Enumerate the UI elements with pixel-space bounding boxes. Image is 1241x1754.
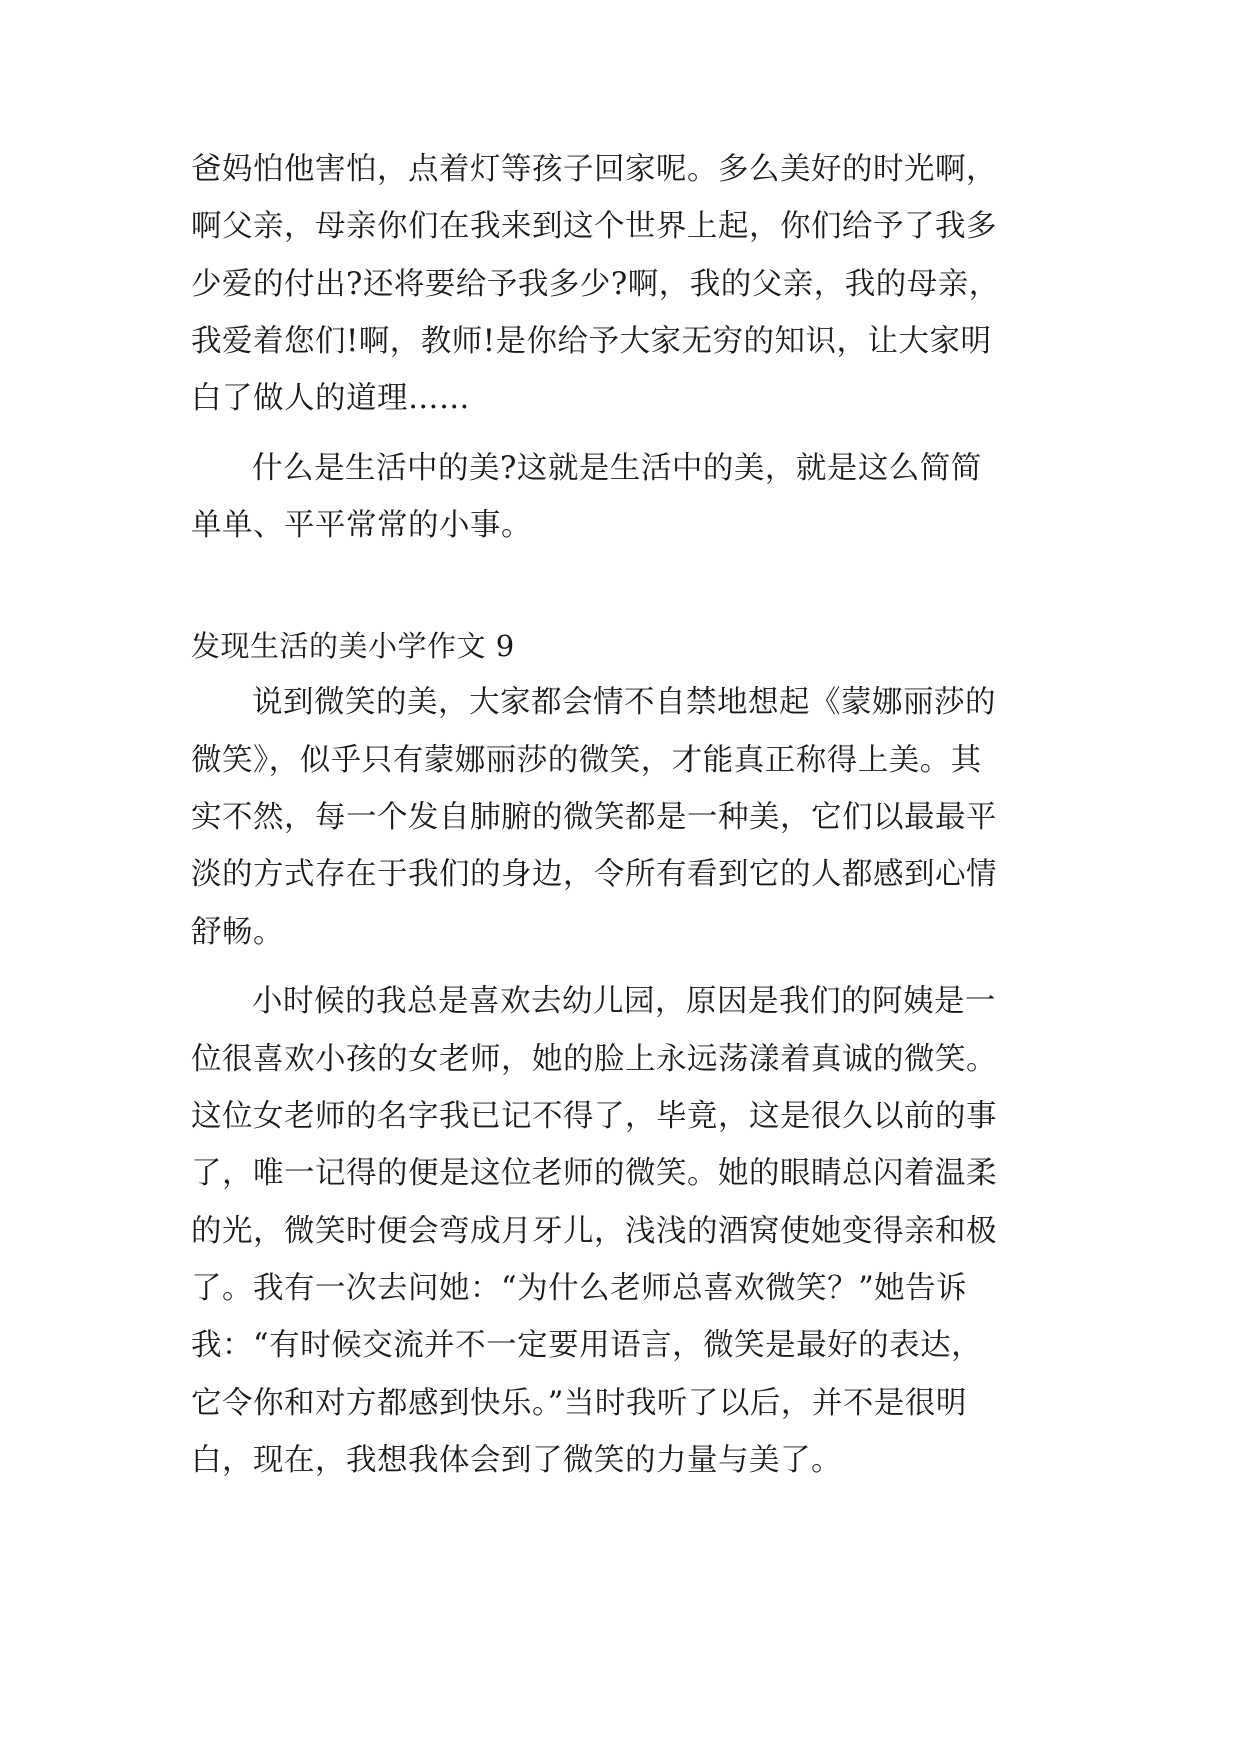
- text-line: 了。我有一次去问她：“为什么老师总喜欢微笑？”她告诉: [191, 1271, 968, 1306]
- text-line: 单单、平平常常的小事。: [191, 508, 532, 543]
- text-line: 淡的方式存在于我们的身边，令所有看到它的人都感到心情: [191, 857, 997, 892]
- text-line: 小时候的我总是喜欢去幼儿园，原因是我们的阿姨是一: [252, 984, 996, 1019]
- text-line: 了，唯一记得的便是这位老师的微笑。她的眼睛总闪着温柔: [191, 1156, 997, 1191]
- text-line: 爸妈怕他害怕，点着灯等孩子回家呢。多么美好的时光啊，: [191, 152, 997, 187]
- text-line: 少爱的付出?还将要给予我多少?啊，我的父亲，我的母亲，: [191, 267, 1000, 302]
- text-line: 实不然，每一个发自肺腑的微笑都是一种美，它们以最最平: [191, 800, 997, 835]
- text-line: 啊父亲，母亲你们在我来到这个世界上起，你们给予了我多: [191, 209, 997, 244]
- text-line: 它令你和对方都感到快乐。”当时我听了以后，并不是很明: [191, 1386, 967, 1421]
- text-line: 说到微笑的美，大家都会情不自禁地想起《蒙娜丽莎的: [252, 685, 996, 720]
- text-line: 舒畅。: [191, 915, 284, 950]
- text-line: 这位女老师的名字我已记不得了，毕竟，这是很久以前的事: [191, 1099, 997, 1134]
- text-line: 白了做人的道理……: [191, 381, 470, 416]
- text-line: 的光，微笑时便会弯成月牙儿，浅浅的酒窝使她变得亲和极: [191, 1214, 997, 1249]
- text-line: 我：“有时候交流并不一定要用语言，微笑是最好的表达，: [191, 1328, 983, 1363]
- text-line: 微笑》，似乎只有蒙娜丽莎的微笑，才能真正称得上美。其: [191, 743, 982, 778]
- text-line: 什么是生活中的美?这就是生活中的美，就是这么简简: [252, 451, 982, 486]
- text-line: 白，现在，我想我体会到了微笑的力量与美了。: [191, 1443, 842, 1478]
- section-title: 发现生活的美小学作文 9: [191, 629, 515, 663]
- text-line: 我爱着您们!啊，教师!是你给予大家无穷的知识，让大家明: [191, 324, 992, 359]
- text-line: 位很喜欢小孩的女老师，她的脸上永远荡漾着真诚的微笑。: [191, 1042, 997, 1077]
